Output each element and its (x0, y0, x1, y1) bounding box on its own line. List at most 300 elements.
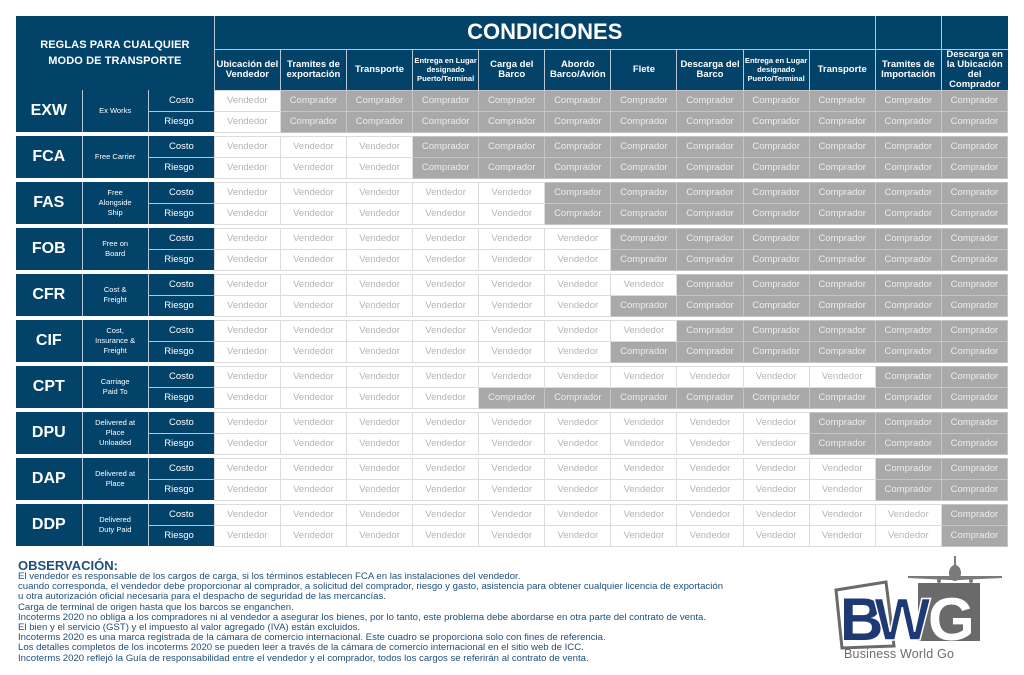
seller-cell: Vendedor (214, 228, 280, 249)
buyer-cell: Comprador (809, 203, 875, 224)
column-header: Entrega en Lugar designado Puerto/Terminal (413, 49, 479, 90)
seller-cell: Vendedor (677, 525, 743, 546)
column-header: Ubicación del Vendedor (214, 49, 280, 90)
buyer-cell: Comprador (875, 341, 941, 362)
seller-cell: Vendedor (809, 504, 875, 525)
seller-cell: Vendedor (545, 504, 611, 525)
buyer-cell: Comprador (545, 387, 611, 408)
buyer-cell: Comprador (875, 111, 941, 132)
buyer-cell: Comprador (677, 111, 743, 132)
seller-cell: Vendedor (875, 504, 941, 525)
column-header: Flete (611, 49, 677, 90)
seller-cell: Vendedor (280, 412, 346, 433)
term-row-fca-costo (16, 136, 1008, 157)
buyer-cell: Comprador (875, 136, 941, 157)
seller-cell: Vendedor (875, 525, 941, 546)
observation-line: El vendedor es responsable de los cargos de carga, si los términos establecen FCA en las instalaciones del vendedor. (18, 571, 521, 582)
seller-cell: Vendedor (677, 504, 743, 525)
buyer-cell: Comprador (677, 157, 743, 178)
buyer-cell: Comprador (479, 157, 545, 178)
buyer-cell: Comprador (611, 387, 677, 408)
seller-cell: Vendedor (677, 479, 743, 500)
buyer-cell: Comprador (875, 320, 941, 341)
buyer-cell: Comprador (743, 295, 809, 316)
seller-cell: Vendedor (214, 479, 280, 500)
seller-cell: Vendedor (280, 203, 346, 224)
term-row-exw-costo (16, 90, 1008, 111)
incoterm-name: Delivered at Place Unloaded (82, 412, 148, 454)
seller-cell: Vendedor (677, 458, 743, 479)
buyer-cell: Comprador (677, 203, 743, 224)
seller-cell: Vendedor (611, 412, 677, 433)
seller-cell: Vendedor (347, 228, 413, 249)
incoterm-code: FAS (16, 182, 82, 224)
buyer-cell: Comprador (941, 274, 1007, 295)
seller-cell: Vendedor (214, 433, 280, 454)
risk-label: Riesgo (148, 203, 214, 224)
seller-cell: Vendedor (280, 433, 346, 454)
seller-cell: Vendedor (347, 387, 413, 408)
seller-cell: Vendedor (413, 182, 479, 203)
seller-cell: Vendedor (413, 249, 479, 270)
column-header: Tramites de exportación (280, 49, 346, 90)
buyer-cell: Comprador (941, 228, 1007, 249)
seller-cell: Vendedor (545, 320, 611, 341)
buyer-cell: Comprador (611, 203, 677, 224)
header-blank-cell (875, 16, 941, 49)
seller-cell: Vendedor (809, 479, 875, 500)
buyer-cell: Comprador (413, 157, 479, 178)
risk-label: Riesgo (148, 387, 214, 408)
seller-cell: Vendedor (545, 458, 611, 479)
seller-cell: Vendedor (611, 433, 677, 454)
seller-cell: Vendedor (214, 458, 280, 479)
buyer-cell: Comprador (545, 90, 611, 111)
buyer-cell: Comprador (875, 90, 941, 111)
seller-cell: Vendedor (214, 366, 280, 387)
incoterm-code: FCA (16, 136, 82, 178)
seller-cell: Vendedor (347, 295, 413, 316)
seller-cell: Vendedor (545, 249, 611, 270)
buyer-cell: Comprador (875, 479, 941, 500)
term-row-dap-riesgo (16, 479, 1008, 500)
term-row-cpt-riesgo (16, 387, 1008, 408)
buyer-cell: Comprador (479, 387, 545, 408)
buyer-cell: Comprador (809, 295, 875, 316)
buyer-cell: Comprador (743, 136, 809, 157)
svg-text:G: G (928, 586, 975, 653)
cost-label: Costo (148, 458, 214, 479)
seller-cell: Vendedor (214, 157, 280, 178)
buyer-cell: Comprador (875, 203, 941, 224)
seller-cell: Vendedor (347, 203, 413, 224)
observation-line: El bien y el servicio (GST) y el impuesto al valor agregado (IVA) están excluidos. (18, 622, 361, 634)
term-row-fca-riesgo (16, 157, 1008, 178)
incoterm-name: Carriage Paid To (82, 366, 148, 408)
risk-label: Riesgo (148, 525, 214, 546)
seller-cell: Vendedor (413, 295, 479, 316)
seller-cell: Vendedor (347, 136, 413, 157)
seller-cell: Vendedor (545, 525, 611, 546)
seller-cell: Vendedor (413, 274, 479, 295)
buyer-cell: Comprador (941, 136, 1007, 157)
buyer-cell: Comprador (941, 366, 1007, 387)
column-header: Transporte (347, 49, 413, 90)
buyer-cell: Comprador (545, 203, 611, 224)
buyer-cell: Comprador (677, 387, 743, 408)
observation-line: Incoterms 2020 no obliga a los compradores ni al vendedor a asegurar los bienes, por lo tanto, este problema debe abordarse en otra parte del contrato de venta. (18, 611, 706, 623)
header-blank-cell (941, 16, 1007, 49)
risk-label: Riesgo (148, 433, 214, 454)
term-row-cpt-costo (16, 366, 1008, 387)
column-header: Abordo Barco/Avión (545, 49, 611, 90)
buyer-cell: Comprador (545, 111, 611, 132)
column-header: Transporte (809, 49, 875, 90)
seller-cell: Vendedor (743, 412, 809, 433)
seller-cell: Vendedor (479, 504, 545, 525)
seller-cell: Vendedor (545, 341, 611, 362)
buyer-cell: Comprador (743, 203, 809, 224)
seller-cell: Vendedor (479, 433, 545, 454)
buyer-cell: Comprador (875, 458, 941, 479)
seller-cell: Vendedor (280, 341, 346, 362)
term-row-fas-costo (16, 182, 1008, 203)
buyer-cell: Comprador (941, 249, 1007, 270)
buyer-cell: Comprador (677, 341, 743, 362)
buyer-cell: Comprador (611, 157, 677, 178)
incoterm-code: CIF (16, 320, 82, 362)
seller-cell: Vendedor (347, 504, 413, 525)
incoterm-name: Ex Works (82, 90, 148, 132)
buyer-cell: Comprador (941, 458, 1007, 479)
seller-cell: Vendedor (280, 525, 346, 546)
seller-cell: Vendedor (347, 274, 413, 295)
seller-cell: Vendedor (413, 479, 479, 500)
risk-label: Riesgo (148, 479, 214, 500)
seller-cell: Vendedor (214, 203, 280, 224)
incoterm-code: DAP (16, 458, 82, 500)
seller-cell: Vendedor (413, 504, 479, 525)
buyer-cell: Comprador (743, 228, 809, 249)
seller-cell: Vendedor (479, 525, 545, 546)
buyer-cell: Comprador (677, 182, 743, 203)
buyer-cell: Comprador (875, 228, 941, 249)
seller-cell: Vendedor (214, 320, 280, 341)
buyer-cell: Comprador (875, 182, 941, 203)
rules-title: REGLAS PARA CUALQUIER MODO DE TRANSPORTE (16, 16, 214, 90)
seller-cell: Vendedor (280, 458, 346, 479)
seller-cell: Vendedor (413, 320, 479, 341)
seller-cell: Vendedor (280, 182, 346, 203)
seller-cell: Vendedor (280, 504, 346, 525)
buyer-cell: Comprador (743, 111, 809, 132)
seller-cell: Vendedor (479, 366, 545, 387)
incoterm-code: DDP (16, 504, 82, 546)
seller-cell: Vendedor (413, 366, 479, 387)
term-row-cfr-riesgo (16, 295, 1008, 316)
seller-cell: Vendedor (545, 366, 611, 387)
buyer-cell: Comprador (413, 90, 479, 111)
buyer-cell: Comprador (875, 433, 941, 454)
buyer-cell: Comprador (743, 90, 809, 111)
seller-cell: Vendedor (347, 366, 413, 387)
seller-cell: Vendedor (280, 274, 346, 295)
buyer-cell: Comprador (743, 274, 809, 295)
buyer-cell: Comprador (809, 274, 875, 295)
seller-cell: Vendedor (479, 341, 545, 362)
seller-cell: Vendedor (347, 320, 413, 341)
risk-label: Riesgo (148, 295, 214, 316)
seller-cell: Vendedor (611, 458, 677, 479)
buyer-cell: Comprador (347, 111, 413, 132)
cost-label: Costo (148, 366, 214, 387)
seller-cell: Vendedor (743, 458, 809, 479)
buyer-cell: Comprador (941, 387, 1007, 408)
incoterms-table (16, 16, 1008, 547)
buyer-cell: Comprador (809, 387, 875, 408)
buyer-cell: Comprador (809, 249, 875, 270)
seller-cell: Vendedor (479, 458, 545, 479)
incoterms-chart (16, 16, 1008, 547)
seller-cell: Vendedor (214, 387, 280, 408)
seller-cell: Vendedor (677, 433, 743, 454)
seller-cell: Vendedor (809, 366, 875, 387)
buyer-cell: Comprador (809, 136, 875, 157)
term-row-dpu-costo (16, 412, 1008, 433)
seller-cell: Vendedor (280, 387, 346, 408)
buyer-cell: Comprador (280, 90, 346, 111)
seller-cell: Vendedor (809, 458, 875, 479)
buyer-cell: Comprador (875, 387, 941, 408)
buyer-cell: Comprador (545, 136, 611, 157)
seller-cell: Vendedor (280, 366, 346, 387)
buyer-cell: Comprador (941, 111, 1007, 132)
incoterm-name: Free Carrier (82, 136, 148, 178)
seller-cell: Vendedor (347, 157, 413, 178)
buyer-cell: Comprador (875, 157, 941, 178)
seller-cell: Vendedor (479, 228, 545, 249)
svg-text:B: B (840, 586, 884, 653)
buyer-cell: Comprador (743, 157, 809, 178)
seller-cell: Vendedor (280, 249, 346, 270)
column-header: Descarga en la Ubicación del Comprador (941, 49, 1007, 90)
seller-cell: Vendedor (413, 387, 479, 408)
cost-label: Costo (148, 412, 214, 433)
term-row-ddp-riesgo (16, 525, 1008, 546)
column-header: Tramites de Importación (875, 49, 941, 90)
seller-cell: Vendedor (280, 295, 346, 316)
seller-cell: Vendedor (479, 479, 545, 500)
incoterm-name: Free on Board (82, 228, 148, 270)
seller-cell: Vendedor (280, 157, 346, 178)
buyer-cell: Comprador (941, 479, 1007, 500)
buyer-cell: Comprador (611, 111, 677, 132)
buyer-cell: Comprador (941, 341, 1007, 362)
buyer-cell: Comprador (809, 90, 875, 111)
cost-label: Costo (148, 182, 214, 203)
seller-cell: Vendedor (413, 228, 479, 249)
buyer-cell: Comprador (611, 90, 677, 111)
observation-lines (18, 572, 808, 664)
seller-cell: Vendedor (545, 412, 611, 433)
cost-label: Costo (148, 504, 214, 525)
buyer-cell: Comprador (545, 182, 611, 203)
buyer-cell: Comprador (809, 111, 875, 132)
column-header: Descarga del Barco (677, 49, 743, 90)
cost-label: Costo (148, 228, 214, 249)
seller-cell: Vendedor (545, 295, 611, 316)
buyer-cell: Comprador (743, 182, 809, 203)
seller-cell: Vendedor (611, 320, 677, 341)
buyer-cell: Comprador (941, 433, 1007, 454)
buyer-cell: Comprador (677, 274, 743, 295)
seller-cell: Vendedor (479, 182, 545, 203)
term-row-fob-costo (16, 228, 1008, 249)
buyer-cell: Comprador (611, 182, 677, 203)
incoterm-code: CFR (16, 274, 82, 316)
seller-cell: Vendedor (743, 479, 809, 500)
incoterm-code: CPT (16, 366, 82, 408)
buyer-cell: Comprador (677, 320, 743, 341)
buyer-cell: Comprador (941, 320, 1007, 341)
seller-cell: Vendedor (611, 525, 677, 546)
seller-cell: Vendedor (347, 182, 413, 203)
buyer-cell: Comprador (941, 182, 1007, 203)
buyer-cell: Comprador (743, 341, 809, 362)
seller-cell: Vendedor (479, 412, 545, 433)
airplane-icon (908, 556, 1002, 583)
logo-caption: Business World Go (844, 647, 955, 661)
incoterm-name: Delivered at Place (82, 458, 148, 500)
observation-line: Carga de terminal de origen hasta que los barcos se enganchen. (18, 601, 294, 613)
buyer-cell: Comprador (809, 228, 875, 249)
seller-cell: Vendedor (611, 504, 677, 525)
incoterm-code: EXW (16, 90, 82, 132)
risk-label: Riesgo (148, 249, 214, 270)
observation-line: cuando corresponda, el vendedor debe proporcionar al comprador, a solicitud del comprador, riesgo y gasto, asistencia para obtener cualquier licencia de exportación (18, 581, 724, 593)
buyer-cell: Comprador (611, 136, 677, 157)
seller-cell: Vendedor (413, 458, 479, 479)
seller-cell: Vendedor (214, 341, 280, 362)
seller-cell: Vendedor (214, 412, 280, 433)
seller-cell: Vendedor (413, 341, 479, 362)
buyer-cell: Comprador (809, 182, 875, 203)
seller-cell: Vendedor (347, 458, 413, 479)
seller-cell: Vendedor (413, 412, 479, 433)
buyer-cell: Comprador (479, 136, 545, 157)
seller-cell: Vendedor (413, 525, 479, 546)
term-row-cif-riesgo (16, 341, 1008, 362)
conditions-title: CONDICIONES (214, 16, 875, 49)
buyer-cell: Comprador (413, 136, 479, 157)
seller-cell: Vendedor (479, 295, 545, 316)
buyer-cell: Comprador (611, 228, 677, 249)
buyer-cell: Comprador (941, 412, 1007, 433)
seller-cell: Vendedor (214, 525, 280, 546)
buyer-cell: Comprador (941, 525, 1007, 546)
seller-cell: Vendedor (280, 479, 346, 500)
observation-notes (18, 560, 808, 664)
seller-cell: Vendedor (280, 228, 346, 249)
column-header: Carga del Barco (479, 49, 545, 90)
seller-cell: Vendedor (545, 274, 611, 295)
incoterm-name: Delivered Duty Paid (82, 504, 148, 546)
buyer-cell: Comprador (875, 274, 941, 295)
buyer-cell: Comprador (611, 249, 677, 270)
seller-cell: Vendedor (214, 182, 280, 203)
cost-label: Costo (148, 274, 214, 295)
buyer-cell: Comprador (611, 295, 677, 316)
seller-cell: Vendedor (214, 90, 280, 111)
buyer-cell: Comprador (545, 157, 611, 178)
buyer-cell: Comprador (875, 366, 941, 387)
incoterm-code: DPU (16, 412, 82, 454)
seller-cell: Vendedor (347, 249, 413, 270)
risk-label: Riesgo (148, 111, 214, 132)
seller-cell: Vendedor (413, 203, 479, 224)
seller-cell: Vendedor (743, 525, 809, 546)
seller-cell: Vendedor (347, 341, 413, 362)
seller-cell: Vendedor (743, 433, 809, 454)
seller-cell: Vendedor (214, 136, 280, 157)
buyer-cell: Comprador (941, 295, 1007, 316)
seller-cell: Vendedor (677, 366, 743, 387)
buyer-cell: Comprador (611, 341, 677, 362)
seller-cell: Vendedor (280, 320, 346, 341)
seller-cell: Vendedor (743, 504, 809, 525)
seller-cell: Vendedor (347, 479, 413, 500)
buyer-cell: Comprador (941, 90, 1007, 111)
seller-cell: Vendedor (479, 249, 545, 270)
seller-cell: Vendedor (413, 433, 479, 454)
buyer-cell: Comprador (941, 504, 1007, 525)
term-row-cif-costo (16, 320, 1008, 341)
term-row-ddp-costo (16, 504, 1008, 525)
seller-cell: Vendedor (479, 320, 545, 341)
seller-cell: Vendedor (479, 274, 545, 295)
term-row-fas-riesgo (16, 203, 1008, 224)
buyer-cell: Comprador (677, 90, 743, 111)
buyer-cell: Comprador (941, 157, 1007, 178)
cost-label: Costo (148, 320, 214, 341)
buyer-cell: Comprador (875, 412, 941, 433)
buyer-cell: Comprador (875, 295, 941, 316)
seller-cell: Vendedor (545, 433, 611, 454)
buyer-cell: Comprador (875, 249, 941, 270)
observation-line: u otra autorización oficial necesaria para el despacho de seguridad de las mercancías. (18, 591, 386, 603)
seller-cell: Vendedor (214, 249, 280, 270)
buyer-cell: Comprador (743, 387, 809, 408)
risk-label: Riesgo (148, 157, 214, 178)
seller-cell: Vendedor (214, 111, 280, 132)
incoterm-code: FOB (16, 228, 82, 270)
buyer-cell: Comprador (413, 111, 479, 132)
seller-cell: Vendedor (347, 525, 413, 546)
buyer-cell: Comprador (941, 203, 1007, 224)
buyer-cell: Comprador (677, 249, 743, 270)
seller-cell: Vendedor (611, 479, 677, 500)
svg-text:W: W (874, 586, 931, 653)
cost-label: Costo (148, 90, 214, 111)
seller-cell: Vendedor (479, 203, 545, 224)
buyer-cell: Comprador (809, 341, 875, 362)
seller-cell: Vendedor (809, 525, 875, 546)
seller-cell: Vendedor (611, 366, 677, 387)
term-row-exw-riesgo (16, 111, 1008, 132)
seller-cell: Vendedor (743, 366, 809, 387)
term-row-dpu-riesgo (16, 433, 1008, 454)
incoterm-name: Free Alongside Ship (82, 182, 148, 224)
